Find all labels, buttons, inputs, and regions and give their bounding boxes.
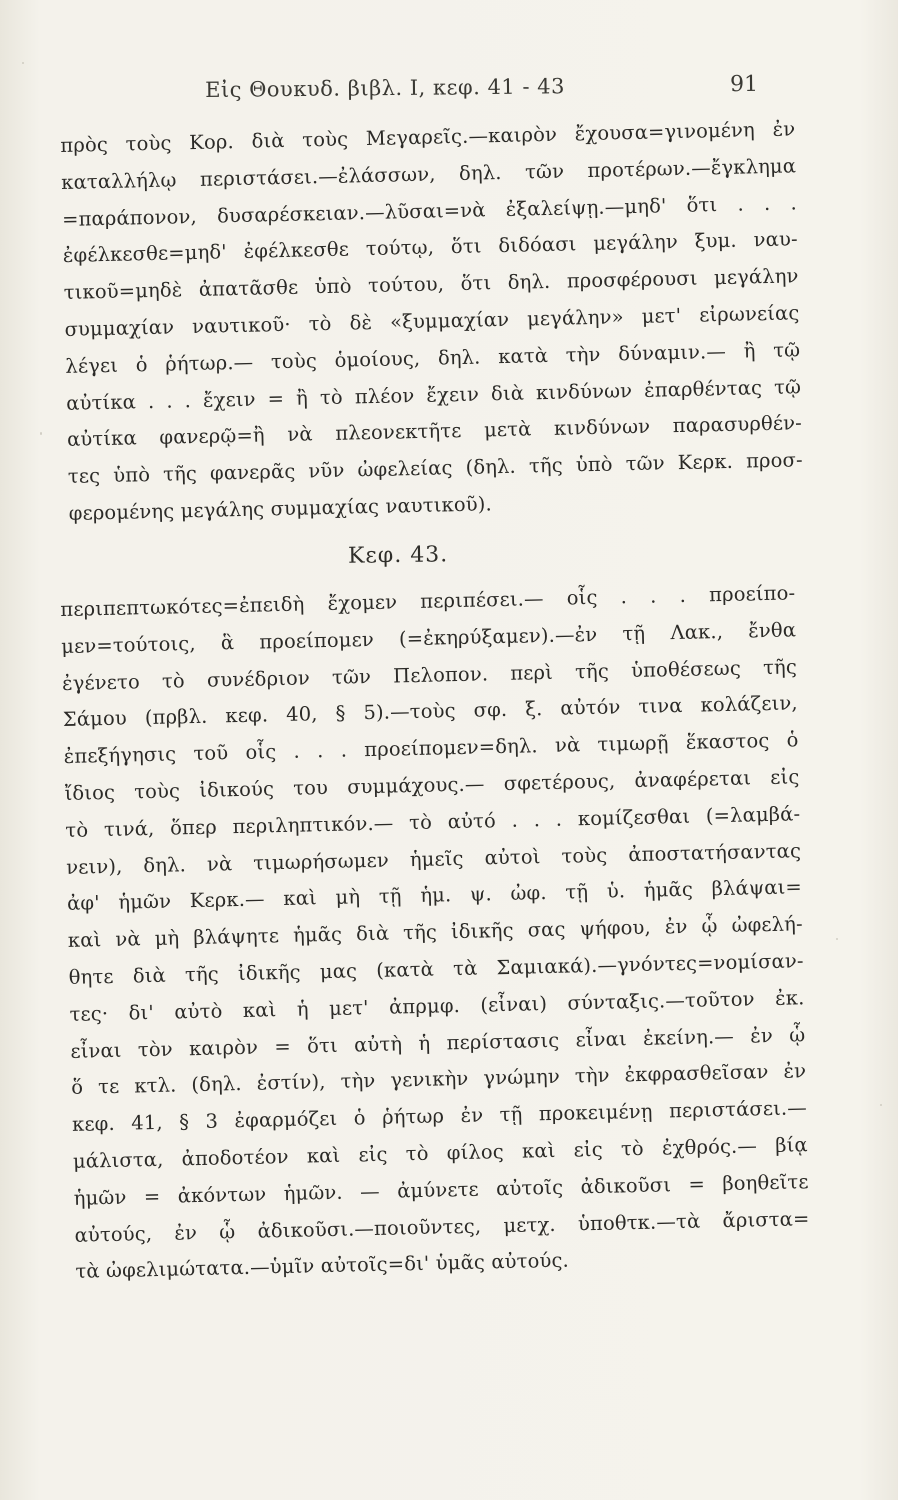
text-line: καὶ νὰ μὴ βλάψητε ἡμᾶς διὰ τῆς ἰδικῆς σας ψήφου, ἐν ᾧ ὠφελή- (67, 912, 803, 953)
text-line: αὐτίκα . . . ἔχειν = ἢ τὸ πλέον ἔχειν διὰ κινδύνων ἐπαρθέντας τῷ (65, 374, 802, 415)
text-line: τες ὑπὸ τῆς φανερᾶς νῦν ὠφελείας (δηλ. τῆς ὑπὸ τῶν Κερκ. προσ- (67, 448, 803, 489)
text-line: μεν=τούτοις, ἃ προείπομεν (=ἐκηρύξαμεν).—ἐν τῇ Λακ., ἔνθα (60, 618, 797, 658)
text-line: τὰ ὠφελιμώτατα.—ὑμῖν αὐτοῖς=δι' ὑμᾶς αὐτούς. (75, 1248, 570, 1284)
chapter-heading: Κεφ. 43. (347, 542, 449, 569)
text-line: ἡμῶν = ἀκόντων ἡμῶν. — ἀμύνετε αὐτοῖς ἀδικοῦσι = βοηθεῖτε (73, 1169, 809, 1210)
paper-speck (880, 1104, 882, 1106)
commentary-block-chapter-42 (60, 111, 804, 532)
text-line: νειν), δηλ. νὰ τιμωρήσωμεν ἡμεῖς αὐτοὶ τοὺς ἀποστατήσαντας (65, 838, 802, 879)
paper-speck (836, 938, 838, 940)
text-line: ἀφ' ἡμῶν Κερκ.— καὶ μὴ τῇ ἡμ. ψ. ὠφ. τῇ ὑ. ἡμᾶς βλάψαι= (66, 875, 803, 916)
text-line: εἶναι τὸν καιρὸν = ὅτι αὐτὴ ἡ περίστασις εἶναι ἐκείνη.— ἐν ᾧ (70, 1022, 806, 1063)
text-line: ἐγένετο τὸ συνέδριον τῶν Πελοπον. περὶ τῆς ὑποθέσεως τῆς (61, 654, 798, 695)
text-line: λέγει ὁ ῥήτωρ.— τοὺς ὁμοίους, δηλ. κατὰ τὴν δύναμιν.— ἢ τῷ (65, 338, 801, 378)
text-line: ὅ τε κτλ. (δηλ. ἐστίν), τὴν γενικὴν γνώμην τὴν ἐκφρασθεῖσαν ἐν (70, 1059, 807, 1100)
text-line: θητε διὰ τῆς ἰδικῆς μας (κατὰ τὰ Σαμιακά).—γνόντες=νομίσαν- (68, 949, 804, 989)
text-line: πρὸς τοὺς Κορ. διὰ τοὺς Μεγαρεῖς.—καιρὸν ἔχουσα=γινομένη ἐν (60, 117, 796, 157)
text-line: περιπεπτωκότες=ἐπειδὴ ἔχομεν περιπέσει.— οἷς . . . προείπο- (60, 581, 796, 621)
text-line: τικοῦ=μηδὲ ἀπατᾶσθε ὑπὸ τούτου, ὅτι δηλ. προσφέρουσι μεγάλην (63, 264, 799, 305)
paper-speck (40, 432, 42, 435)
text-line: ἐφέλκεσθε=μηδ' ἐφέλκεσθε τούτῳ, ὅτι διδόασι μεγάλην ξυμ. ναυ- (62, 227, 798, 268)
text-line: ἴδιος τοὺς ἰδικούς του συμμάχους.— σφετέρους, ἀναφέρεται εἰς (64, 765, 800, 805)
text-line: αὐτίκα φανερῷ=ἢ νὰ πλεονεκτῆτε μετὰ κινδύνων παρασυρθέν- (66, 411, 803, 452)
page-number: 91 (729, 71, 759, 98)
text-line: Σάμου (πρβλ. κεφ. 40, § 5).—τοὺς σφ. ξ. αὐτόν τινα κολάζειν, (62, 691, 798, 732)
text-line: συμμαχίαν ναυτικοῦ· τὸ δὲ «ξυμμαχίαν μεγάλην» μετ' εἰρωνείας (64, 301, 800, 341)
running-head: Εἰς Θουκυδ. βιβλ. Ι, κεφ. 41 - 43 (205, 74, 566, 102)
text-line: μάλιστα, ἀποδοτέον καὶ εἰς τὸ φίλος καὶ εἰς τὸ ἐχθρός.— βίᾳ (72, 1133, 808, 1173)
text-line: καταλλήλῳ περιστάσει.—ἐλάσσων, δηλ. τῶν προτέρων.—ἔγκλημα (60, 154, 797, 194)
text-line: κεφ. 41, § 3 ἐφαρμόζει ὁ ῥήτωρ ἐν τῇ προκειμένῃ περιστάσει.— (71, 1096, 808, 1137)
text-line: φερομένης μεγάλης συμμαχίας ναυτικοῦ). (68, 492, 493, 525)
text-line: τὸ τινά, ὅπερ περιληπτικόν.— τὸ αὐτό . . . κομίζεσθαι (=λαμβά- (65, 802, 801, 842)
text-line: τες· δι' αὐτὸ καὶ ἡ μετ' ἀπρμφ. (εἶναι) σύνταξις.—τοῦτον ἐκ. (69, 985, 805, 1026)
text-line: αὐτούς, ἐν ᾧ ἀδικοῦσι.—ποιοῦντες, μετχ. ὑποθτκ.—τὰ ἄριστα= (74, 1206, 810, 1247)
text-line: ἐπεξήγησις τοῦ οἷς . . . προείπομεν=δηλ. νὰ τιμωρῇ ἕκαστος ὁ (63, 728, 799, 769)
commentary-block-chapter-43 (60, 575, 811, 1291)
paper-speck (22, 62, 24, 64)
text-line: =παράπονον, δυσαρέσκειαν.—λῦσαι=νὰ ἐξαλείψῃ.—μηδ' ὅτι . . . (61, 190, 798, 231)
